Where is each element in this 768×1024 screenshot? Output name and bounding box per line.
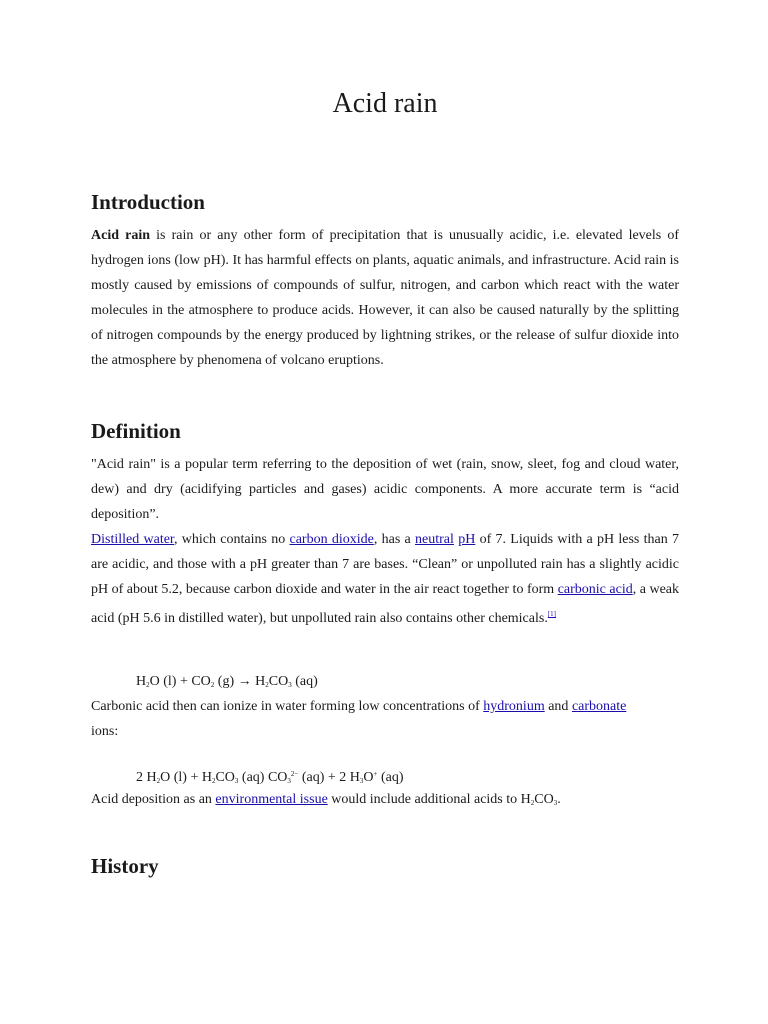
eq-text: (aq) [377,770,404,785]
intro-lead-bold: Acid rain [91,228,151,243]
definition-paragraph-1: "Acid rain" is a popular term referring to the deposition of wet (rain, snow, sleet, fog and cloud water, dew) and dry (acidifying particles and gases) acidic components. A more accurate term is “acid deposition”. [91,457,679,522]
definition-paragraph-3 [91,694,626,719]
definition-paragraph-4 [91,787,561,816]
heading-history: History [91,854,159,878]
text-span: . [557,792,561,807]
intro-paragraph [91,223,679,373]
eq-sub: 2 [211,777,216,785]
eq-sup: + [373,770,378,778]
text-sub: 2 [530,799,535,807]
link-carbonate[interactable]: carbonate [571,699,627,714]
link-distilled-water[interactable]: Distilled water [91,532,175,547]
text-span: , a weak acid (pH 5.6 in distilled water), but unpolluted rain also contains other chemicals. [91,582,679,626]
eq-sub: 3 [287,777,291,785]
link-ph[interactable]: pH [458,532,476,547]
eq-sub: 3 [234,777,239,785]
eq-text: O (l) + CO [149,674,211,689]
text-span: and [544,699,572,714]
text-sub: 3 [553,799,558,807]
eq-sub: 2 [210,681,215,689]
equation-1 [136,672,318,695]
text-span: of 7. Liquids with a pH less than 7 are acidic, and those with a pH greater than 7 are bases. “Clean” or unpolluted rain has a slightly acidic pH of about 5.2, because carbon dioxide and water in the air react together to form [91,532,679,597]
eq-text: CO [268,674,289,689]
text-span: , which contains no [174,532,290,547]
eq-sub: 2 [265,681,269,689]
definition-paragraph-3-cont: ions: [91,724,119,739]
eq-sub: 2 [156,777,161,785]
intro-text: is rain or any other form of precipitation that is unusually acidic, i.e. elevated levels of hydrogen ions (low pH). It has harmful effects on plants, aquatic animals, and infrastructure. Acid rain is mostly caused by emissions of compounds of sulfur, nitrogen, and carbon which react with the water molecules in the atmosphere to produce acids. However, it can also be caused naturally by the splitting of nitrogen compounds by the energy produced by lightning strikes, or the release of sulfur dioxide into the atmosphere by phenomena of volcano eruptions. [91,228,680,368]
text-span: , has a [373,532,416,547]
eq-text: CO [215,770,235,785]
link-hydronium[interactable]: hydronium [483,699,545,714]
page-title: Acid rain [332,88,438,119]
reference-link[interactable]: [1] [547,610,556,618]
eq-text: (aq) CO [238,770,288,785]
eq-text: O [363,770,374,785]
text-span: CO [534,792,554,807]
eq-sub: 3 [288,681,292,689]
eq-text: (aq) [291,674,318,689]
eq-text: 2 H [136,770,157,785]
definition-paragraph-2 [91,527,679,631]
heading-definition: Definition [91,419,181,443]
link-environmental-issue[interactable]: environmental issue [215,792,328,807]
link-carbonic-acid[interactable]: carbonic acid [557,582,633,597]
eq-text: (aq) + 2 H [298,770,360,785]
eq-sub: 2 [146,681,150,689]
link-carbon-dioxide[interactable]: carbon dioxide [289,532,374,547]
text-span: Acid deposition as an [91,792,216,807]
text-span: would include additional acids to H [327,792,531,807]
eq-text: (g) → H [214,674,266,689]
eq-text: H [136,674,147,689]
eq-text: O (l) + H [160,770,212,785]
heading-introduction: Introduction [91,190,205,214]
link-neutral[interactable]: neutral [415,532,454,547]
eq-sub: 3 [359,777,364,785]
eq-sup: 2− [290,770,299,778]
text-span: Carbonic acid then can ionize in water forming low concentrations of [91,699,484,714]
